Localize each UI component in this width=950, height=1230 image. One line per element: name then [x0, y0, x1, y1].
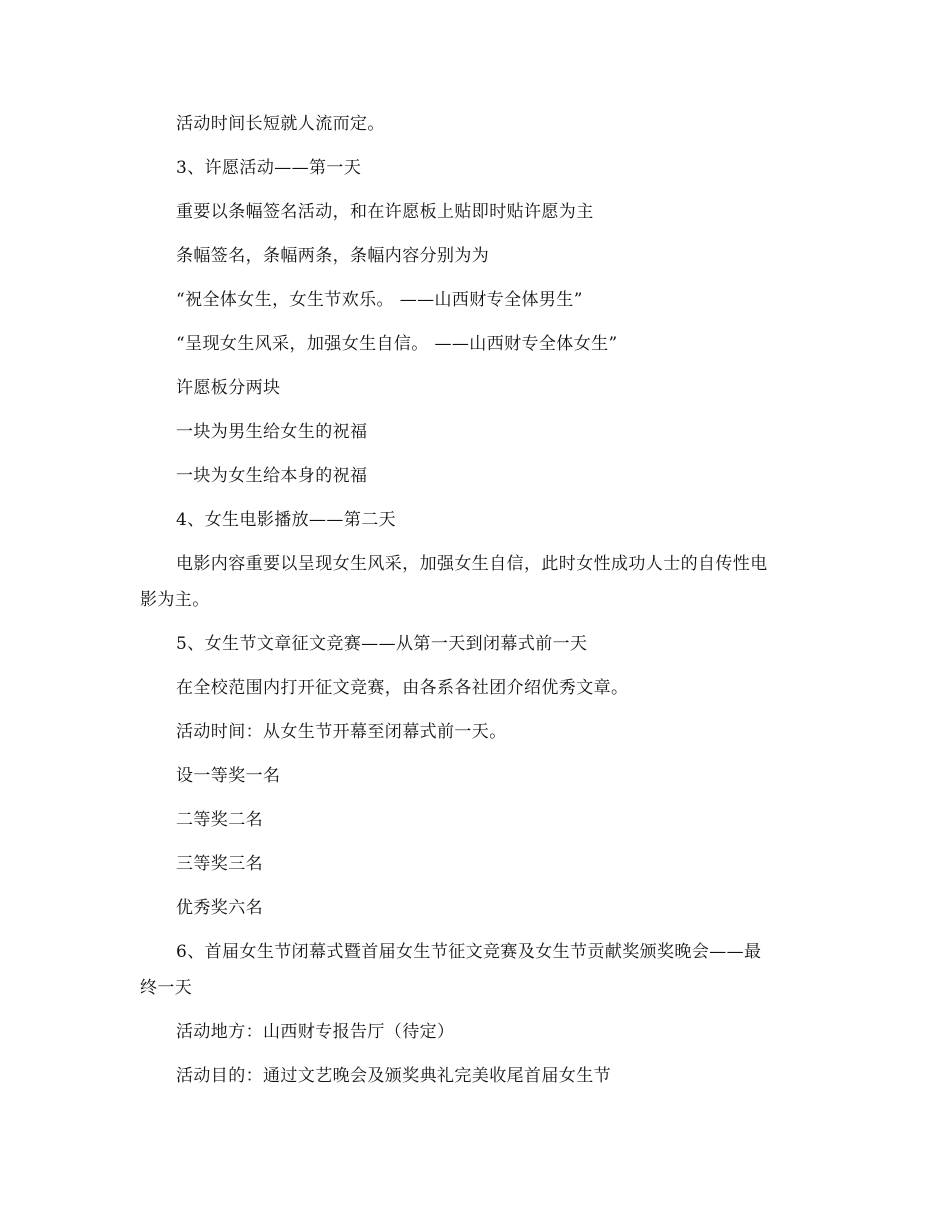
paragraph-banner-signature: 条幅签名，条幅两条，条幅内容分别为为 — [176, 246, 490, 266]
paragraph-closing-venue: 活动地方：山西财专报告厅（待定） — [176, 1022, 455, 1042]
paragraph-movie-content: 电影内容重要以呈现女生风采，加强女生自信，此时女性成功人士的自传性电 — [176, 554, 768, 574]
heading-wish-activity: 3、许愿活动——第一天 — [176, 158, 362, 178]
heading-essay-contest: 5、女生节文章征文竞赛——从第一天到闭幕式前一天 — [176, 634, 588, 654]
paragraph-activity-duration: 活动时间长短就人流而定。 — [176, 114, 385, 134]
award-third-prize: 三等奖三名 — [176, 854, 263, 874]
paragraph-movie-content-cont: 影为主。 — [140, 590, 210, 610]
paragraph-essay-time: 活动时间：从女生节开幕至闭幕式前一天。 — [176, 722, 507, 742]
award-second-prize: 二等奖二名 — [176, 810, 263, 830]
award-excellence-prize: 优秀奖六名 — [176, 898, 263, 918]
paragraph-wish-board-girls: 一块为女生给本身的祝福 — [176, 466, 368, 486]
paragraph-wish-main: 重要以条幅签名活动，和在许愿板上贴即时贴许愿为主 — [176, 202, 594, 222]
paragraph-wish-board-boys: 一块为男生给女生的祝福 — [176, 422, 368, 442]
heading-closing-ceremony: 6、首届女生节闭幕式暨首届女生节征文竞赛及女生节贡献奖颁奖晚会——最 — [176, 942, 762, 962]
quote-banner-two: “呈现女生风采，加强女生自信。 ——山西财专全体女生” — [176, 334, 618, 354]
paragraph-wish-board: 许愿板分两块 — [176, 378, 281, 398]
heading-closing-ceremony-cont: 终一天 — [140, 978, 193, 998]
award-first-prize: 设一等奖一名 — [176, 766, 281, 786]
heading-movie-screening: 4、女生电影播放——第二天 — [176, 510, 397, 530]
paragraph-closing-purpose: 活动目的：通过文艺晚会及颁奖典礼完美收尾首届女生节 — [176, 1066, 611, 1086]
quote-banner-one: “祝全体女生，女生节欢乐。 ——山西财专全体男生” — [176, 290, 583, 310]
paragraph-essay-scope: 在全校范围内打开征文竞赛，由各系各社团介绍优秀文章。 — [176, 678, 629, 698]
